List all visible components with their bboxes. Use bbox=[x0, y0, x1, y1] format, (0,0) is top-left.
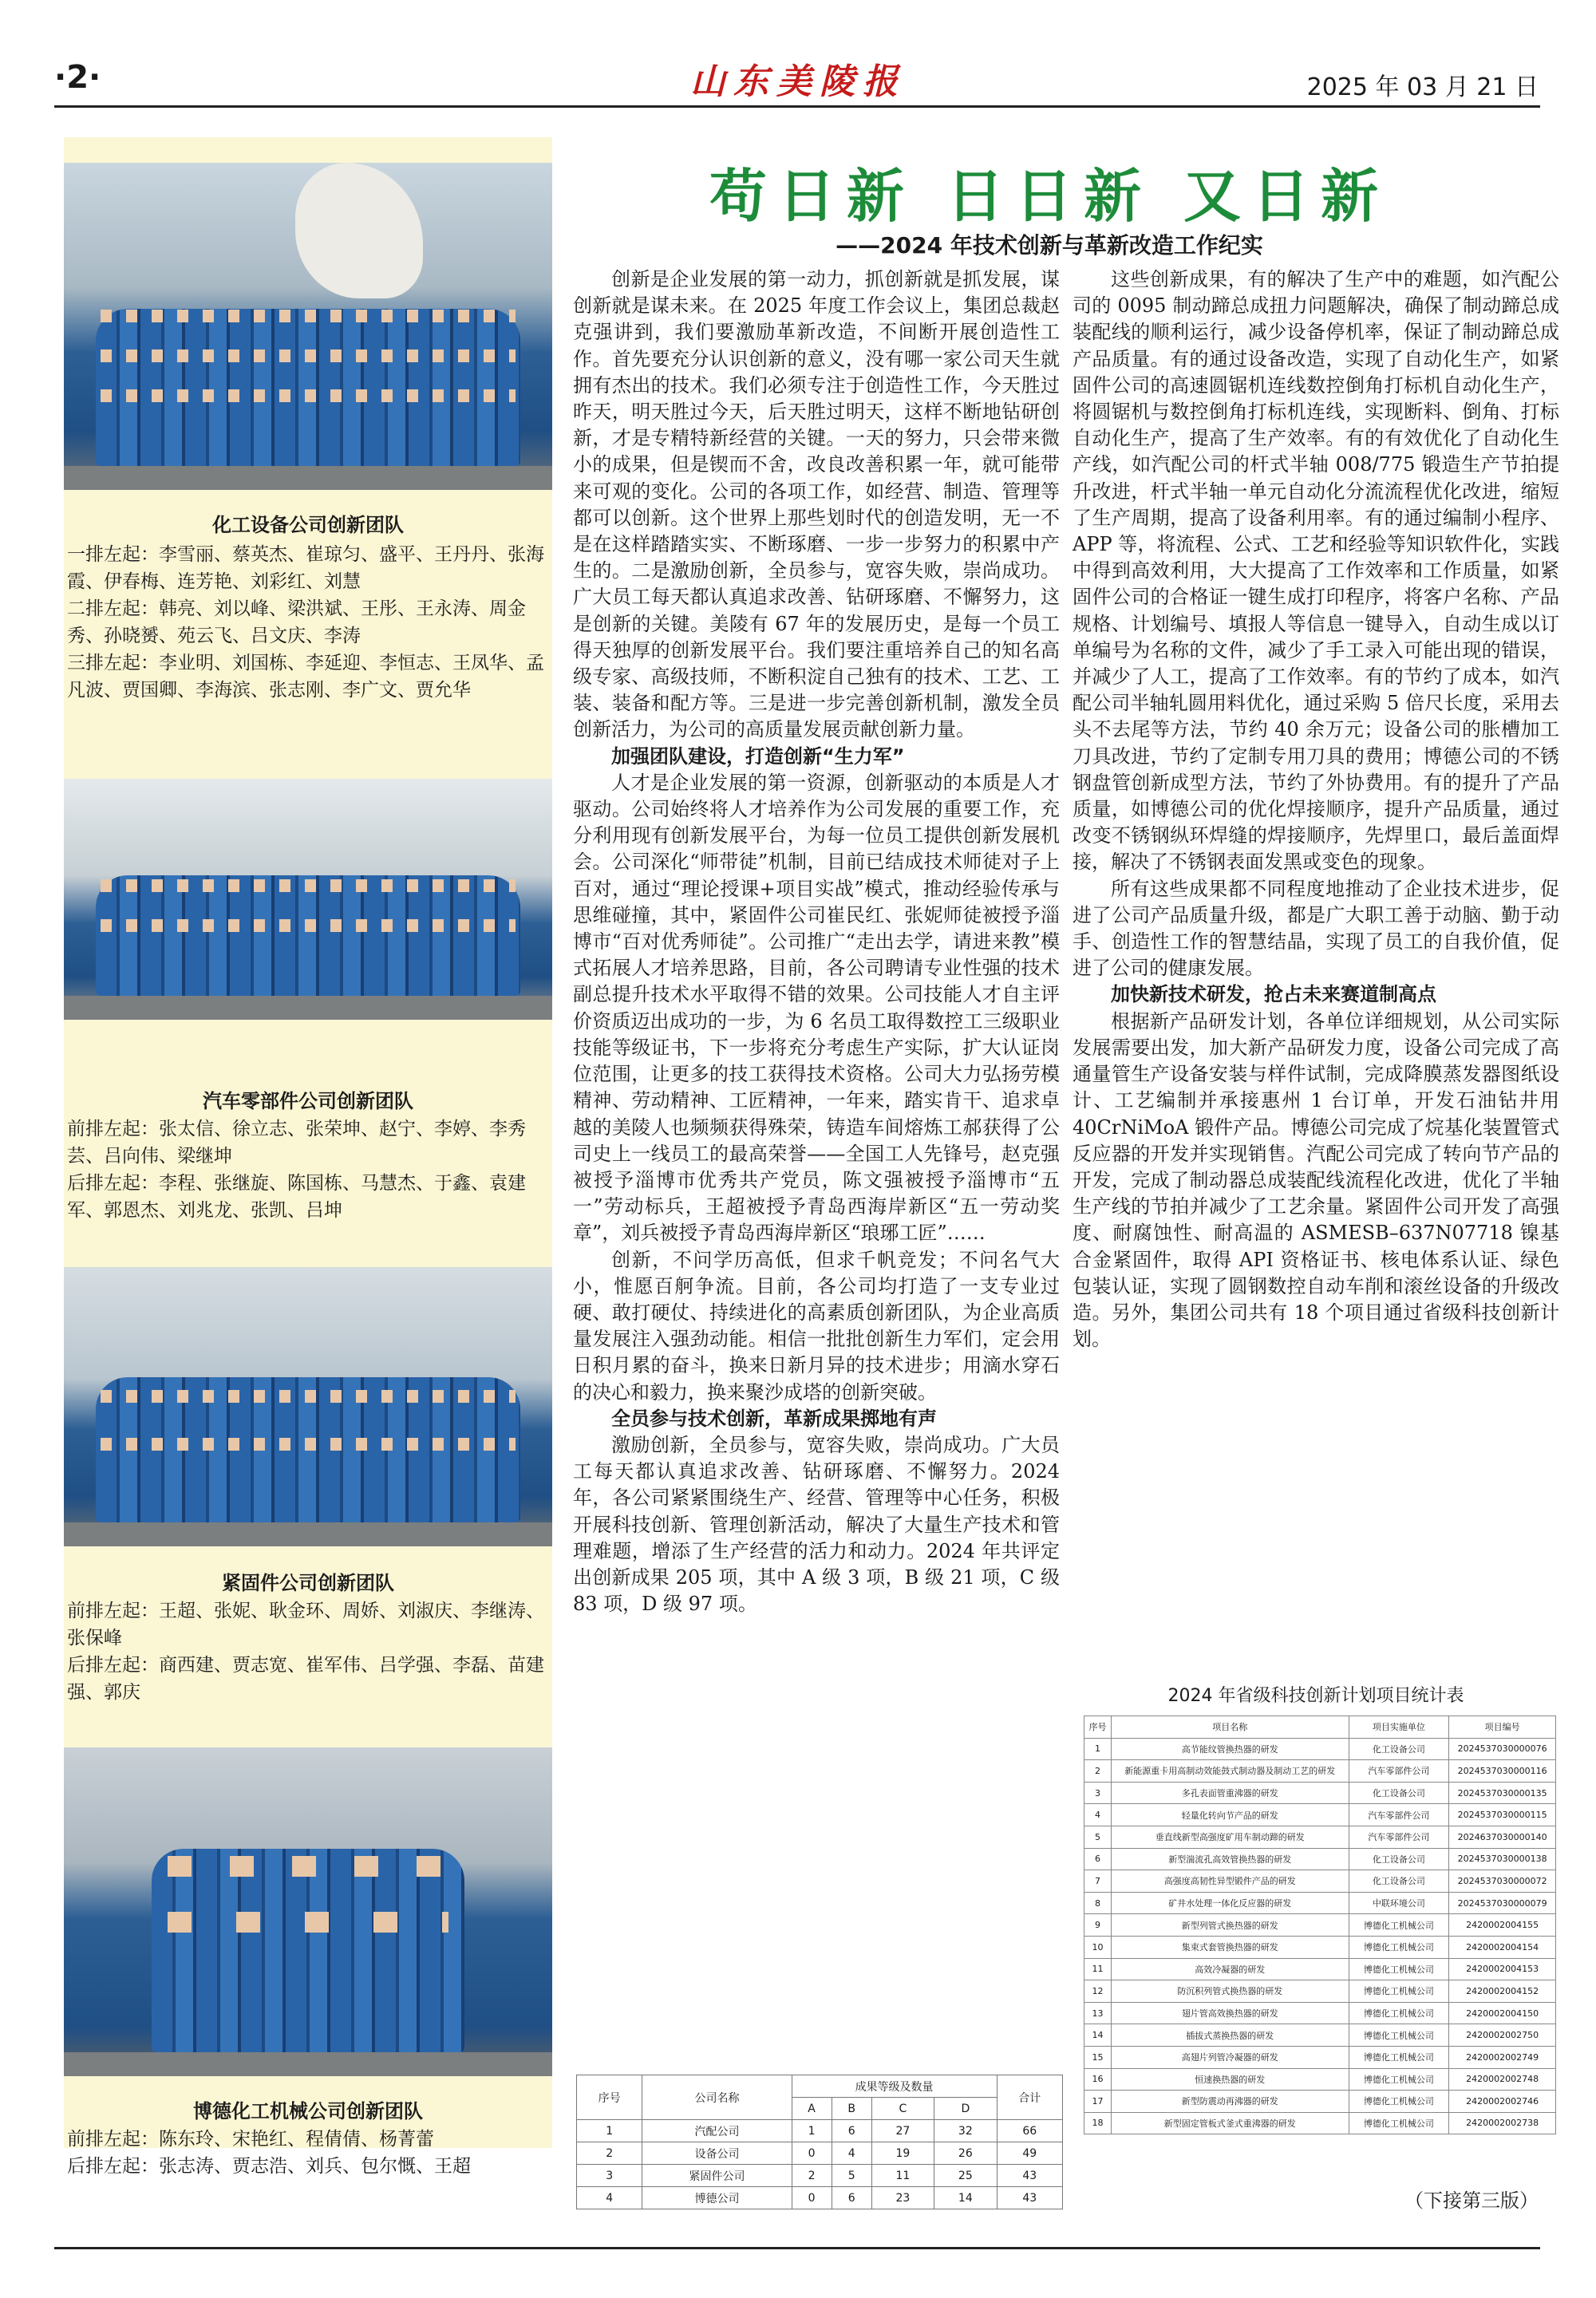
article-column-2 bbox=[1073, 267, 1559, 1352]
table-cell: 化工设备公司 bbox=[1349, 1848, 1449, 1870]
section-heading: 全员参与技术创新，革新成果掷地有声 bbox=[611, 1407, 937, 1430]
table-cell: 2024537030000079 bbox=[1449, 1892, 1556, 1914]
paragraph: 创新是企业发展的第一动力，抓创新就是抓发展，谋创新就是谋未来。在 2025 年度工作会议上，集团总裁赵克强讲到，我们要激励革新改造，不间断开展创造性工作。首先要充分认识创新的意义，没有哪一家公司天生就拥有杰出的技术。我们必须专注于创造性工作，今天胜过昨天，明天胜过今天，后天胜过明天，这样不断地钻研创新，才是专精特新经营的关键。一天的努力，只会带来微小的成果，但是锲而不舍，改良改善积累一年，就可能带来可观的变化。公司的各项工作，如经营、制造、管理等都可以创新。这个世界上那些划时代的创造发明，无一不是在这样踏踏实实、不断琢磨、一步一步努力的积累中产生的。二是激励创新，全员参与，宽容失败，崇尚成功。广大员工每天都认真追求改善、钻研琢磨、不懈努力，这是创新的关键。美陵有 67 年的发展历史，是每一个员工得天独厚的创新发展平台。我们要注重培养自己的知名高级专家、高级技师，不断积淀自己独有的技术、工艺、工装、装备和配方等。三是进一步完善创新机制，激发全员创新活力，为公司的高质量发展贡献创新力量。 bbox=[573, 268, 1060, 741]
team-row: 三排左起：李业明、刘国栋、李延迎、李恒志、王凤华、孟凡波、贾国卿、李海滨、张志刚、李广文、贾允华 bbox=[67, 653, 544, 701]
team-row: 前排左起：张太信、徐立志、张荣坤、赵宁、李婷、李秀芸、吕向伟、梁继坤 bbox=[67, 1119, 526, 1167]
table-cell: 2024537030000116 bbox=[1449, 1760, 1556, 1783]
team-row: 后排左起：商西建、贾志宽、崔军伟、吕学强、李磊、苗建强、郭庆 bbox=[67, 1655, 544, 1703]
table-cell: 11 bbox=[871, 2165, 934, 2187]
table-header: 合计 bbox=[997, 2075, 1062, 2120]
table-cell: 16 bbox=[1084, 2068, 1112, 2091]
table-cell: 博德公司 bbox=[642, 2187, 792, 2209]
project-table-title: 2024 年省级科技创新计划项目统计表 bbox=[1167, 1686, 1464, 1706]
table-row bbox=[1084, 1980, 1556, 2003]
table-cell: 矿井水处理一体化反应器的研发 bbox=[1111, 1892, 1349, 1914]
table-row bbox=[1084, 2091, 1556, 2113]
table-header: 成果等级及数量 bbox=[792, 2075, 997, 2098]
table-cell: 轻量化转向节产品的研发 bbox=[1111, 1804, 1349, 1826]
table-cell: 4 bbox=[577, 2187, 642, 2209]
article-column-1 bbox=[573, 267, 1060, 1617]
table-cell: 19 bbox=[871, 2142, 934, 2165]
table-cell: 多孔表面管重沸器的研发 bbox=[1111, 1782, 1349, 1804]
table-cell: 2024537030000072 bbox=[1449, 1870, 1556, 1893]
issue-date: 2025 年 03 月 21 日 bbox=[1306, 73, 1539, 101]
table-cell: 10 bbox=[1084, 1936, 1112, 1958]
table-header: B bbox=[832, 2098, 871, 2120]
table-cell: 6 bbox=[832, 2187, 871, 2209]
table-header: 项目编号 bbox=[1449, 1716, 1556, 1739]
table-cell: 1 bbox=[1084, 1738, 1112, 1760]
table-cell: 2420002004150 bbox=[1449, 2002, 1556, 2024]
table-cell: 汽车零部件公司 bbox=[1349, 1804, 1449, 1826]
table-cell: 博德化工机械公司 bbox=[1349, 1936, 1449, 1958]
table-cell: 17 bbox=[1084, 2091, 1112, 2113]
table-cell: 43 bbox=[997, 2165, 1062, 2187]
team-row: 一排左起：李雪丽、蔡英杰、崔琼匀、盛平、王丹丹、张海霞、伊春梅、连芳艳、刘彩红、刘慧 bbox=[67, 544, 544, 592]
team-row: 后排左起：李程、张继旋、陈国栋、马慧杰、于鑫、袁建军、郭恩杰、刘兆龙、张凯、吕坤 bbox=[67, 1173, 526, 1221]
table-cell: 2 bbox=[1084, 1760, 1112, 1783]
continued-note: （下接第三版） bbox=[1404, 2189, 1539, 2212]
table-cell: 新型固定管板式釜式重沸器的研发 bbox=[1111, 2112, 1349, 2134]
table-cell: 9 bbox=[1084, 1914, 1112, 1937]
table-cell: 汽车零部件公司 bbox=[1349, 1760, 1449, 1783]
table-cell: 2420002002750 bbox=[1449, 2024, 1556, 2047]
table-cell: 博德化工机械公司 bbox=[1349, 1980, 1449, 2003]
table-cell: 23 bbox=[871, 2187, 934, 2209]
table-cell: 27 bbox=[871, 2120, 934, 2142]
table-row bbox=[1084, 1892, 1556, 1914]
table-header: 序号 bbox=[577, 2075, 642, 2120]
table-cell: 新型防震动再沸器的研发 bbox=[1111, 2091, 1349, 2113]
table-cell: 2420002004154 bbox=[1449, 1936, 1556, 1958]
table-cell: 66 bbox=[997, 2120, 1062, 2142]
table-cell: 43 bbox=[997, 2187, 1062, 2209]
table-cell: 2420002002748 bbox=[1449, 2068, 1556, 2091]
table-cell: 博德化工机械公司 bbox=[1349, 1958, 1449, 1980]
team-row: 前排左起：陈东玲、宋艳红、程倩倩、杨菁蕾 bbox=[67, 2129, 434, 2150]
table-header: 项目实施单位 bbox=[1349, 1716, 1449, 1739]
table-row bbox=[1084, 2112, 1556, 2134]
table-cell: 2024637030000140 bbox=[1449, 1826, 1556, 1848]
paragraph: 根据新产品研发计划，各单位详细规划，从公司实际发展需要出发，加大新产品研发力度，设备公司完成了高通量管生产设备安装与样件试制，完成降膜蒸发器图纸设计、工艺编制并承接惠州 1 台订单，开发石油钻井用 40CrNiMoA 锻件产品。博德公司完成了烷基化装置管式反应器的开发并实现销售。汽配公司完成了转向节产品的开发，完成了制动器总成装配线流程化改进，优化了半轴生产线的节拍并减少了工艺余量。紧固件公司开发了高强度、耐腐蚀性、耐高温的 ASMESB–637N07718 镍基合金紧固件，取得 API 资格证书、核电体系认证、绿色包装认证，实现了圆钢数控自动车削和滚丝设备的升级改造。另外，集团公司共有 18 个项目通过省级科技创新计划。 bbox=[1073, 1009, 1559, 1351]
table-row bbox=[1084, 1936, 1556, 1958]
table-cell: 博德化工机械公司 bbox=[1349, 2046, 1449, 2068]
table-cell: 2420002002738 bbox=[1449, 2112, 1556, 2134]
project-table bbox=[1084, 1716, 1556, 2134]
table-cell: 新型湍流孔高效管换热器的研发 bbox=[1111, 1848, 1349, 1870]
table-cell: 插拔式蒸换热器的研发 bbox=[1111, 2024, 1349, 2047]
table-row bbox=[1084, 1826, 1556, 1848]
team-title-fastener: 紧固件公司创新团队 bbox=[222, 1572, 394, 1594]
table-cell: 5 bbox=[832, 2165, 871, 2187]
article-title: 苟日新 日日新 又日新 bbox=[709, 162, 1390, 230]
table-cell: 垂直线新型高强度矿用车制动蹄的研发 bbox=[1111, 1826, 1349, 1848]
table-cell: 12 bbox=[1084, 1980, 1112, 2003]
newspaper-masthead: 山东美陵报 bbox=[690, 61, 906, 102]
table-cell: 2420002002749 bbox=[1449, 2046, 1556, 2068]
table-cell: 14 bbox=[1084, 2024, 1112, 2047]
table-row bbox=[1084, 2046, 1556, 2068]
table-row bbox=[577, 2165, 1063, 2187]
team-photo-auto-parts bbox=[64, 779, 552, 1020]
table-cell: 汽配公司 bbox=[642, 2120, 792, 2142]
table-row bbox=[577, 2187, 1063, 2209]
table-row bbox=[1084, 1738, 1556, 1760]
table-cell: 博德化工机械公司 bbox=[1349, 2091, 1449, 2113]
table-row bbox=[1084, 1870, 1556, 1893]
table-cell: 0 bbox=[792, 2142, 832, 2165]
table-cell: 化工设备公司 bbox=[1349, 1782, 1449, 1804]
table-cell: 新型列管式换热器的研发 bbox=[1111, 1914, 1349, 1937]
table-cell: 8 bbox=[1084, 1892, 1112, 1914]
table-cell: 博德化工机械公司 bbox=[1349, 2002, 1449, 2024]
team-title-chemical: 化工设备公司创新团队 bbox=[212, 514, 404, 536]
table-cell: 4 bbox=[1084, 1804, 1112, 1826]
team-members-fastener bbox=[67, 1597, 551, 1706]
table-cell: 恒速换热器的研发 bbox=[1111, 2068, 1349, 2091]
table-cell: 翅片管高效换热器的研发 bbox=[1111, 2002, 1349, 2024]
table-cell: 18 bbox=[1084, 2112, 1112, 2134]
team-title-bode: 博德化工机械公司创新团队 bbox=[193, 2100, 423, 2122]
table-header: A bbox=[792, 2098, 832, 2120]
team-members-auto-parts bbox=[67, 1115, 551, 1224]
table-cell: 3 bbox=[577, 2165, 642, 2187]
table-cell: 0 bbox=[792, 2187, 832, 2209]
table-cell: 2420002004152 bbox=[1449, 1980, 1556, 2003]
team-photo-chemical bbox=[64, 163, 552, 490]
table-row bbox=[1084, 1782, 1556, 1804]
table-cell: 中联环境公司 bbox=[1349, 1892, 1449, 1914]
table-cell: 化工设备公司 bbox=[1349, 1870, 1449, 1893]
table-cell: 15 bbox=[1084, 2046, 1112, 2068]
article-subtitle: ——2024 年技术创新与革新改造工作纪实 bbox=[836, 232, 1263, 259]
table-row bbox=[1084, 1958, 1556, 1980]
table-cell: 2024537030000076 bbox=[1449, 1738, 1556, 1760]
paragraph: 创新，不问学历高低，但求千帆竞发；不问名气大小，惟愿百舸争流。目前，各公司均打造了一支专业过硬、敢打硬仗、持续进化的高素质创新团队，为企业高质量发展注入强劲动能。相信一批批创新生力军们，定会用日积月累的奋斗，换来日新月异的技术进步；用滴水穿石的决心和毅力，换来聚沙成塔的创新突破。 bbox=[573, 1248, 1060, 1404]
table-cell: 2 bbox=[577, 2142, 642, 2165]
table-cell: 博德化工机械公司 bbox=[1349, 2112, 1449, 2134]
table-cell: 11 bbox=[1084, 1958, 1112, 1980]
table-cell: 博德化工机械公司 bbox=[1349, 2068, 1449, 2091]
table-cell: 博德化工机械公司 bbox=[1349, 2024, 1449, 2047]
footer-rule bbox=[54, 2247, 1540, 2249]
table-cell: 6 bbox=[832, 2120, 871, 2142]
section-heading: 加快新技术研发，抢占未来赛道制高点 bbox=[1111, 983, 1436, 1006]
table-row bbox=[577, 2120, 1063, 2142]
table-row bbox=[1084, 2068, 1556, 2091]
table-cell: 防沉积列管式换热器的研发 bbox=[1111, 1980, 1349, 2003]
table-row bbox=[1084, 1848, 1556, 1870]
table-row bbox=[1084, 2024, 1556, 2047]
table-header: 公司名称 bbox=[642, 2075, 792, 2120]
table-cell: 2 bbox=[792, 2165, 832, 2187]
paragraph: 激励创新，全员参与，宽容失败，崇尚成功。广大员工每天都认真追求改善、钻研琢磨、不懈努力。2024 年，各公司紧紧围绕生产、经营、管理等中心任务，积极开展科技创新、管理创新活动，解决了大量生产技术和管理难题，增添了生产经营的活力和动力。2024 年共评定出创新成果 205 项，其中 A 级 3 项，B 级 21 项，C 级 83 项，D 级 97 项。 bbox=[573, 1433, 1060, 1616]
table-cell: 高节能纹管换热器的研发 bbox=[1111, 1738, 1349, 1760]
team-members-chemical bbox=[67, 541, 551, 704]
table-row bbox=[1084, 1760, 1556, 1783]
paragraph: 这些创新成果，有的解决了生产中的难题，如汽配公司的 0095 制动蹄总成扭力问题解决，确保了制动蹄总成装配线的顺利运行，减少设备停机率，保证了制动蹄总成产品质量。有的通过设备改造，实现了自动化生产，如紧固件公司的高速圆锯机连线数控倒角打标机自动化生产，将圆锯机与数控倒角打标机连线，实现断料、倒角、打标自动化生产，提高了生产效率。有的有效优化了自动化生产线，如汽配公司的杆式半轴 008/775 锻造生产节拍提升改进，杆式半轴一单元自动化分流流程优化改进，缩短了生产周期，提高了设备利用率。有的通过编制小程序、APP 等，将流程、公式、工艺和经验等知识软件化，实践中得到高效利用，大大提高了工作效率和工作质量，如紧固件公司的合格证一键生成打印程序，将客户名称、产品规格、计划编号、填报人等信息一键导入，自动生成以订单编号为名称的文件，减少了手工录入可能出现的错误，并减少了人工，提高了工作效率。有的节约了成本，如汽配公司半轴轧圆用料优化，通过采购 5 倍尺长度，采用去头不去尾等方法，节约 40 余万元；设备公司的胀槽加工刀具改进，节约了定制专用刀具的费用；博德公司的不锈钢盘管创新成型方法，节约了外协费用。有的提升了产品质量，如博德公司的优化焊接顺序，提升产品质量，通过改变不锈钢纵环焊缝的焊接顺序，先焊里口，最后盖面焊接，解决了不锈钢表面发黑或变色的现象。 bbox=[1073, 268, 1559, 874]
team-photo-bode bbox=[64, 1747, 552, 2076]
team-photo-fastener bbox=[64, 1267, 552, 1546]
table-cell: 5 bbox=[1084, 1826, 1112, 1848]
table-cell: 高强度高韧性异型锻件产品的研发 bbox=[1111, 1870, 1349, 1893]
table-header: C bbox=[871, 2098, 934, 2120]
innovation-grade-table bbox=[576, 2075, 1063, 2209]
table-cell: 汽车零部件公司 bbox=[1349, 1826, 1449, 1848]
table-header: 项目名称 bbox=[1111, 1716, 1349, 1739]
table-cell: 2420002004155 bbox=[1449, 1914, 1556, 1937]
table-cell: 高翅片列管冷凝器的研发 bbox=[1111, 2046, 1349, 2068]
paragraph: 所有这些成果都不同程度地推动了企业技术进步，促进了公司产品质量升级，都是广大职工善于动脑、勤于动手、创造性工作的智慧结晶，实现了员工的自我价值，促进了公司的健康发展。 bbox=[1073, 877, 1559, 980]
table-cell: 49 bbox=[997, 2142, 1062, 2165]
table-row bbox=[1084, 1914, 1556, 1937]
table-cell: 2420002004153 bbox=[1449, 1958, 1556, 1980]
team-title-auto-parts: 汽车零部件公司创新团队 bbox=[203, 1090, 413, 1112]
table-cell: 32 bbox=[934, 2120, 998, 2142]
table-cell: 博德化工机械公司 bbox=[1349, 1914, 1449, 1937]
table-cell: 7 bbox=[1084, 1870, 1112, 1893]
table-row bbox=[1084, 2002, 1556, 2024]
table-cell: 4 bbox=[832, 2142, 871, 2165]
table-cell: 1 bbox=[792, 2120, 832, 2142]
paragraph: 人才是企业发展的第一资源，创新驱动的本质是人才驱动。公司始终将人才培养作为公司发展的重要工作，充分利用现有创新发展平台，为每一位员工提供创新发展机会。公司深化“师带徒”机制，目前已结成技术师徒对子上百对，通过“理论授课+项目实战”模式，推动经验传承与思维碰撞，其中，紧固件公司崔民红、张妮师徒被授予淄博市“百对优秀师徒”。公司推广“走出去学，请进来教”模式拓展人才培养思路，目前，各公司聘请专业性强的技术副总提升技术水平取得不错的效果。公司技能人才自主评价资质迈出成功的一步，为 6 名员工取得数控工三级职业技能等级证书，下一步将充分考虑生产实际，扩大认证岗位范围，让更多的技工获得技术资格。公司大力弘扬劳模精神、劳动精神、工匠精神，一年来，踏实肯干、追求卓越的美陵人也频频获得殊荣，铸造车间熔炼工郝获得了公司史上一线员工的最高荣誉——全国工人先锋号，赵克强被授予淄博市优秀共产党员，陈文强被授予淄博市“五一”劳动标兵，王超被授予青岛西海岸新区“五一劳动奖章”，刘兵被授予青岛西海岸新区“琅琊工匠”…… bbox=[573, 771, 1060, 1245]
table-cell: 2024537030000135 bbox=[1449, 1782, 1556, 1804]
table-cell: 2024537030000115 bbox=[1449, 1804, 1556, 1826]
table-cell: 2024537030000138 bbox=[1449, 1848, 1556, 1870]
table-cell: 25 bbox=[934, 2165, 998, 2187]
table-header: D bbox=[934, 2098, 998, 2120]
table-cell: 1 bbox=[577, 2120, 642, 2142]
table-cell: 14 bbox=[934, 2187, 998, 2209]
table-cell: 13 bbox=[1084, 2002, 1112, 2024]
team-row: 二排左起：韩亮、刘以峰、梁洪斌、王彤、王永涛、周金秀、孙晓赟、苑云飞、吕文庆、李涛 bbox=[67, 598, 526, 646]
table-cell: 6 bbox=[1084, 1848, 1112, 1870]
project-table-body bbox=[1084, 1738, 1556, 2134]
page-number: ·2· bbox=[54, 59, 101, 96]
table-cell: 2420002002746 bbox=[1449, 2091, 1556, 2113]
team-row: 后排左起：张志涛、贾志浩、刘兵、包尔慨、王超 bbox=[67, 2156, 471, 2177]
table-cell: 紧固件公司 bbox=[642, 2165, 792, 2187]
table-cell: 高效冷凝器的研发 bbox=[1111, 1958, 1349, 1980]
team-row: 前排左起：王超、张妮、耿金环、周娇、刘淑庆、李继涛、张保峰 bbox=[67, 1601, 544, 1648]
table-cell: 3 bbox=[1084, 1782, 1112, 1804]
table-cell: 集束式套管换热器的研发 bbox=[1111, 1936, 1349, 1958]
header-rule bbox=[54, 105, 1540, 108]
team-members-bode bbox=[67, 2126, 551, 2180]
table-cell: 设备公司 bbox=[642, 2142, 792, 2165]
table-header: 序号 bbox=[1084, 1716, 1112, 1739]
table-cell: 26 bbox=[934, 2142, 998, 2165]
section-heading: 加强团队建设，打造创新“生力军” bbox=[611, 744, 905, 768]
table-cell: 新能源重卡用高制动效能鼓式制动器及制动工艺的研发 bbox=[1111, 1760, 1349, 1783]
table-row bbox=[1084, 1804, 1556, 1826]
table-cell: 化工设备公司 bbox=[1349, 1738, 1449, 1760]
table-row bbox=[577, 2142, 1063, 2165]
